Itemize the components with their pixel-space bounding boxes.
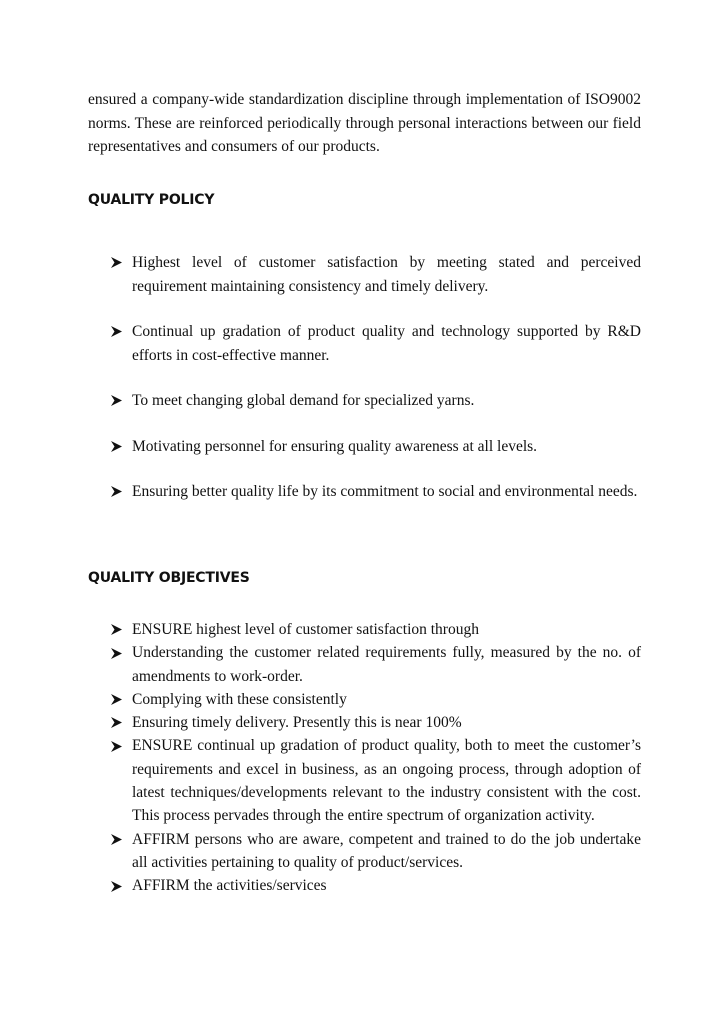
list-item bbox=[110, 251, 641, 298]
quality-policy-heading: QUALITY POLICY bbox=[88, 192, 215, 208]
list-item-text: Ensuring timely delivery. Presently this is near 100% bbox=[132, 714, 462, 732]
arrowhead-bullet-icon bbox=[110, 320, 124, 344]
arrowhead-bullet-icon bbox=[110, 874, 124, 898]
list-item-text: Ensuring better quality life by its commitment to social and environmental needs. bbox=[132, 483, 638, 500]
list-item-text: To meet changing global demand for specialized yarns. bbox=[132, 392, 475, 409]
intro-paragraph: ensured a company-wide standardization discipline through implementation of ISO9002 norms. These are reinforced periodically through personal interactions between our field representatives and consumers of our products. bbox=[88, 91, 641, 155]
quality-policy-list bbox=[110, 251, 641, 504]
arrowhead-bullet-icon bbox=[110, 641, 124, 665]
list-item-text: ENSURE highest level of customer satisfaction through bbox=[132, 621, 479, 638]
list-item-text: ENSURE continual up gradation of product quality, both to meet the customer’s requirements and excel in business, as an ongoing process, through adoption of latest techniques/developments relevant to the industry consistent with the cost. This process pervades through the entire spectrum of organization activity. bbox=[132, 737, 641, 825]
list-item-text: Highest level of customer satisfaction by meeting stated and perceived requirement maintaining consistency and timely delivery. bbox=[132, 254, 641, 295]
list-item bbox=[110, 618, 641, 641]
list-item-text: AFFIRM the activities/services bbox=[132, 877, 327, 895]
arrowhead-bullet-icon bbox=[110, 480, 124, 504]
list-item bbox=[110, 480, 641, 504]
list-item bbox=[110, 874, 641, 897]
arrowhead-bullet-icon bbox=[110, 389, 124, 413]
list-item-text: AFFIRM persons who are aware, competent and trained to do the job undertake all activities pertaining to quality of product/services. bbox=[132, 830, 641, 871]
quality-objectives-heading: QUALITY OBJECTIVES bbox=[88, 570, 250, 586]
arrowhead-bullet-icon bbox=[110, 618, 124, 642]
arrowhead-bullet-icon bbox=[110, 435, 124, 459]
list-item bbox=[110, 641, 641, 688]
list-item bbox=[110, 320, 641, 367]
list-item-text: Continual up gradation of product quality and technology supported by R&D efforts in cost-effective manner. bbox=[132, 323, 641, 364]
list-item bbox=[110, 711, 641, 734]
arrowhead-bullet-icon bbox=[110, 688, 124, 712]
quality-objectives-list bbox=[110, 618, 641, 898]
arrowhead-bullet-icon bbox=[110, 734, 124, 758]
list-item bbox=[110, 734, 641, 827]
list-item-text: Complying with these consistently bbox=[132, 690, 347, 708]
list-item bbox=[110, 688, 641, 711]
list-item bbox=[110, 435, 641, 459]
list-item bbox=[110, 828, 641, 875]
arrowhead-bullet-icon bbox=[110, 251, 124, 275]
list-item-text: Understanding the customer related requirements fully, measured by the no. of amendments to work-order. bbox=[132, 644, 641, 685]
list-item-text: Motivating personnel for ensuring quality awareness at all levels. bbox=[132, 437, 538, 455]
arrowhead-bullet-icon bbox=[110, 828, 124, 852]
list-item bbox=[110, 389, 641, 413]
arrowhead-bullet-icon bbox=[110, 711, 124, 735]
